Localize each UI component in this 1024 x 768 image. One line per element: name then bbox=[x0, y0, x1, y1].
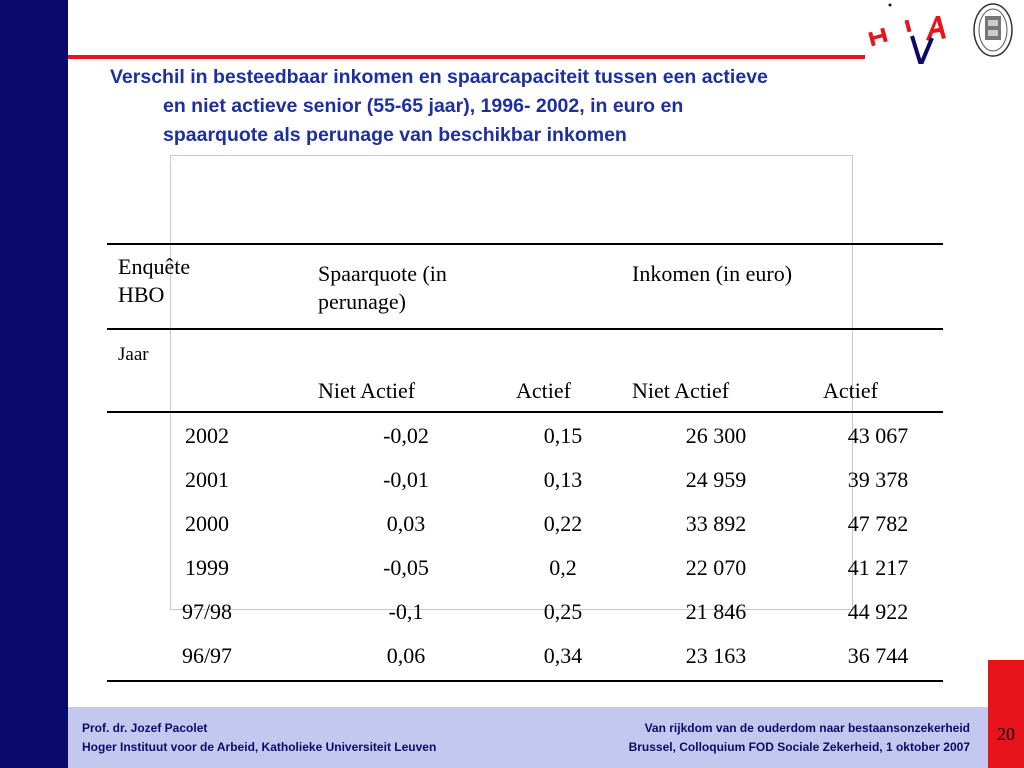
table-cell-sq-act: 0,34 bbox=[543, 643, 583, 668]
table-cell-sq-act: 0,2 bbox=[549, 555, 577, 580]
footer-left bbox=[82, 719, 436, 757]
table-cell-year: 2001 bbox=[185, 467, 229, 492]
footer-talk-title: Van rijkdom van de ouderdom naar bestaansonzekerheid bbox=[644, 721, 970, 735]
table-cell-ink-niet: 21 846 bbox=[685, 599, 747, 624]
table-cell-ink-act: 36 744 bbox=[847, 643, 909, 668]
table-cell-sq-niet: -0,01 bbox=[383, 467, 429, 492]
footer-author: Prof. dr. Jozef Pacolet bbox=[82, 721, 208, 735]
table-cell-year: 2000 bbox=[185, 511, 229, 536]
table-cell-year: 97/98 bbox=[181, 599, 233, 624]
table-cell-sq-niet: 0,06 bbox=[386, 643, 426, 668]
table-cell-sq-act: 0,25 bbox=[543, 599, 583, 624]
table-cell-ink-act: 43 067 bbox=[847, 423, 909, 448]
hiva-logo bbox=[862, 2, 962, 66]
table-cell-ink-niet: 24 959 bbox=[685, 467, 747, 492]
title-line-2: en niet actieve senior (55-65 jaar), 1996- 2002, in euro en bbox=[163, 95, 684, 117]
table-cell-ink-act: 41 217 bbox=[847, 555, 909, 580]
table-cell-sq-niet: -0,1 bbox=[388, 599, 424, 624]
page-number-box bbox=[988, 660, 1024, 768]
table-cell-sq-act: 0,15 bbox=[543, 423, 583, 448]
table-subheader-rule bbox=[107, 411, 943, 413]
title-line-1: Verschil in besteedbaar inkomen en spaarcapaciteit tussen een actieve bbox=[110, 66, 768, 88]
table-cell-ink-niet: 22 070 bbox=[685, 555, 747, 580]
table-cell-ink-niet: 33 892 bbox=[685, 511, 747, 536]
left-navy-bar bbox=[0, 0, 68, 768]
table-cell-year: 96/97 bbox=[181, 643, 233, 668]
table-cell-ink-act: 47 782 bbox=[847, 511, 909, 536]
table-cell-sq-niet: -0,05 bbox=[383, 555, 429, 580]
university-seal-logo bbox=[972, 2, 1014, 58]
table-header-rule bbox=[107, 328, 943, 330]
footer-bar bbox=[68, 707, 988, 768]
header-red-rule bbox=[68, 55, 865, 59]
footer-institute: Hoger Instituut voor de Arbeid, Katholieke Universiteit Leuven bbox=[82, 740, 437, 754]
table-cell-ink-act: 44 922 bbox=[847, 599, 909, 624]
data-table bbox=[107, 243, 943, 682]
table-cell-year: 1999 bbox=[185, 555, 229, 580]
header-jaar: Jaar bbox=[118, 344, 149, 365]
table-bottom-rule bbox=[107, 680, 943, 682]
table-cell-sq-niet: 0,03 bbox=[386, 511, 426, 536]
table-cell-sq-niet: -0,02 bbox=[383, 423, 429, 448]
footer-event: Brussel, Colloquium FOD Sociale Zekerheid, 1 oktober 2007 bbox=[628, 740, 970, 754]
slide-title bbox=[110, 63, 990, 150]
footer-right bbox=[629, 719, 970, 757]
header-spaarquote: Spaarquote (in perunage) bbox=[318, 261, 447, 314]
table-cell-ink-act: 39 378 bbox=[847, 467, 909, 492]
table-cell-ink-niet: 23 163 bbox=[685, 643, 747, 668]
header-actief-spaarquote: Actief bbox=[516, 378, 571, 403]
table-cell-sq-act: 0,13 bbox=[543, 467, 583, 492]
header-enquete: Enquête HBO bbox=[118, 254, 191, 307]
header-niet-actief-inkomen: Niet Actief bbox=[632, 378, 730, 403]
table-cell-year: 2002 bbox=[185, 423, 229, 448]
title-line-3: spaarquote als perunage van beschikbar inkomen bbox=[163, 124, 627, 146]
page-number: 20 bbox=[997, 724, 1015, 744]
header-actief-inkomen: Actief bbox=[823, 378, 878, 403]
table-cell-ink-niet: 26 300 bbox=[685, 423, 747, 448]
table-cell-sq-act: 0,22 bbox=[543, 511, 583, 536]
header-inkomen: Inkomen (in euro) bbox=[632, 261, 793, 286]
embedded-object-caption: ▯ bbox=[173, 157, 175, 161]
header-niet-actief-spaarquote: Niet Actief bbox=[318, 378, 416, 403]
table-top-rule bbox=[107, 243, 943, 245]
